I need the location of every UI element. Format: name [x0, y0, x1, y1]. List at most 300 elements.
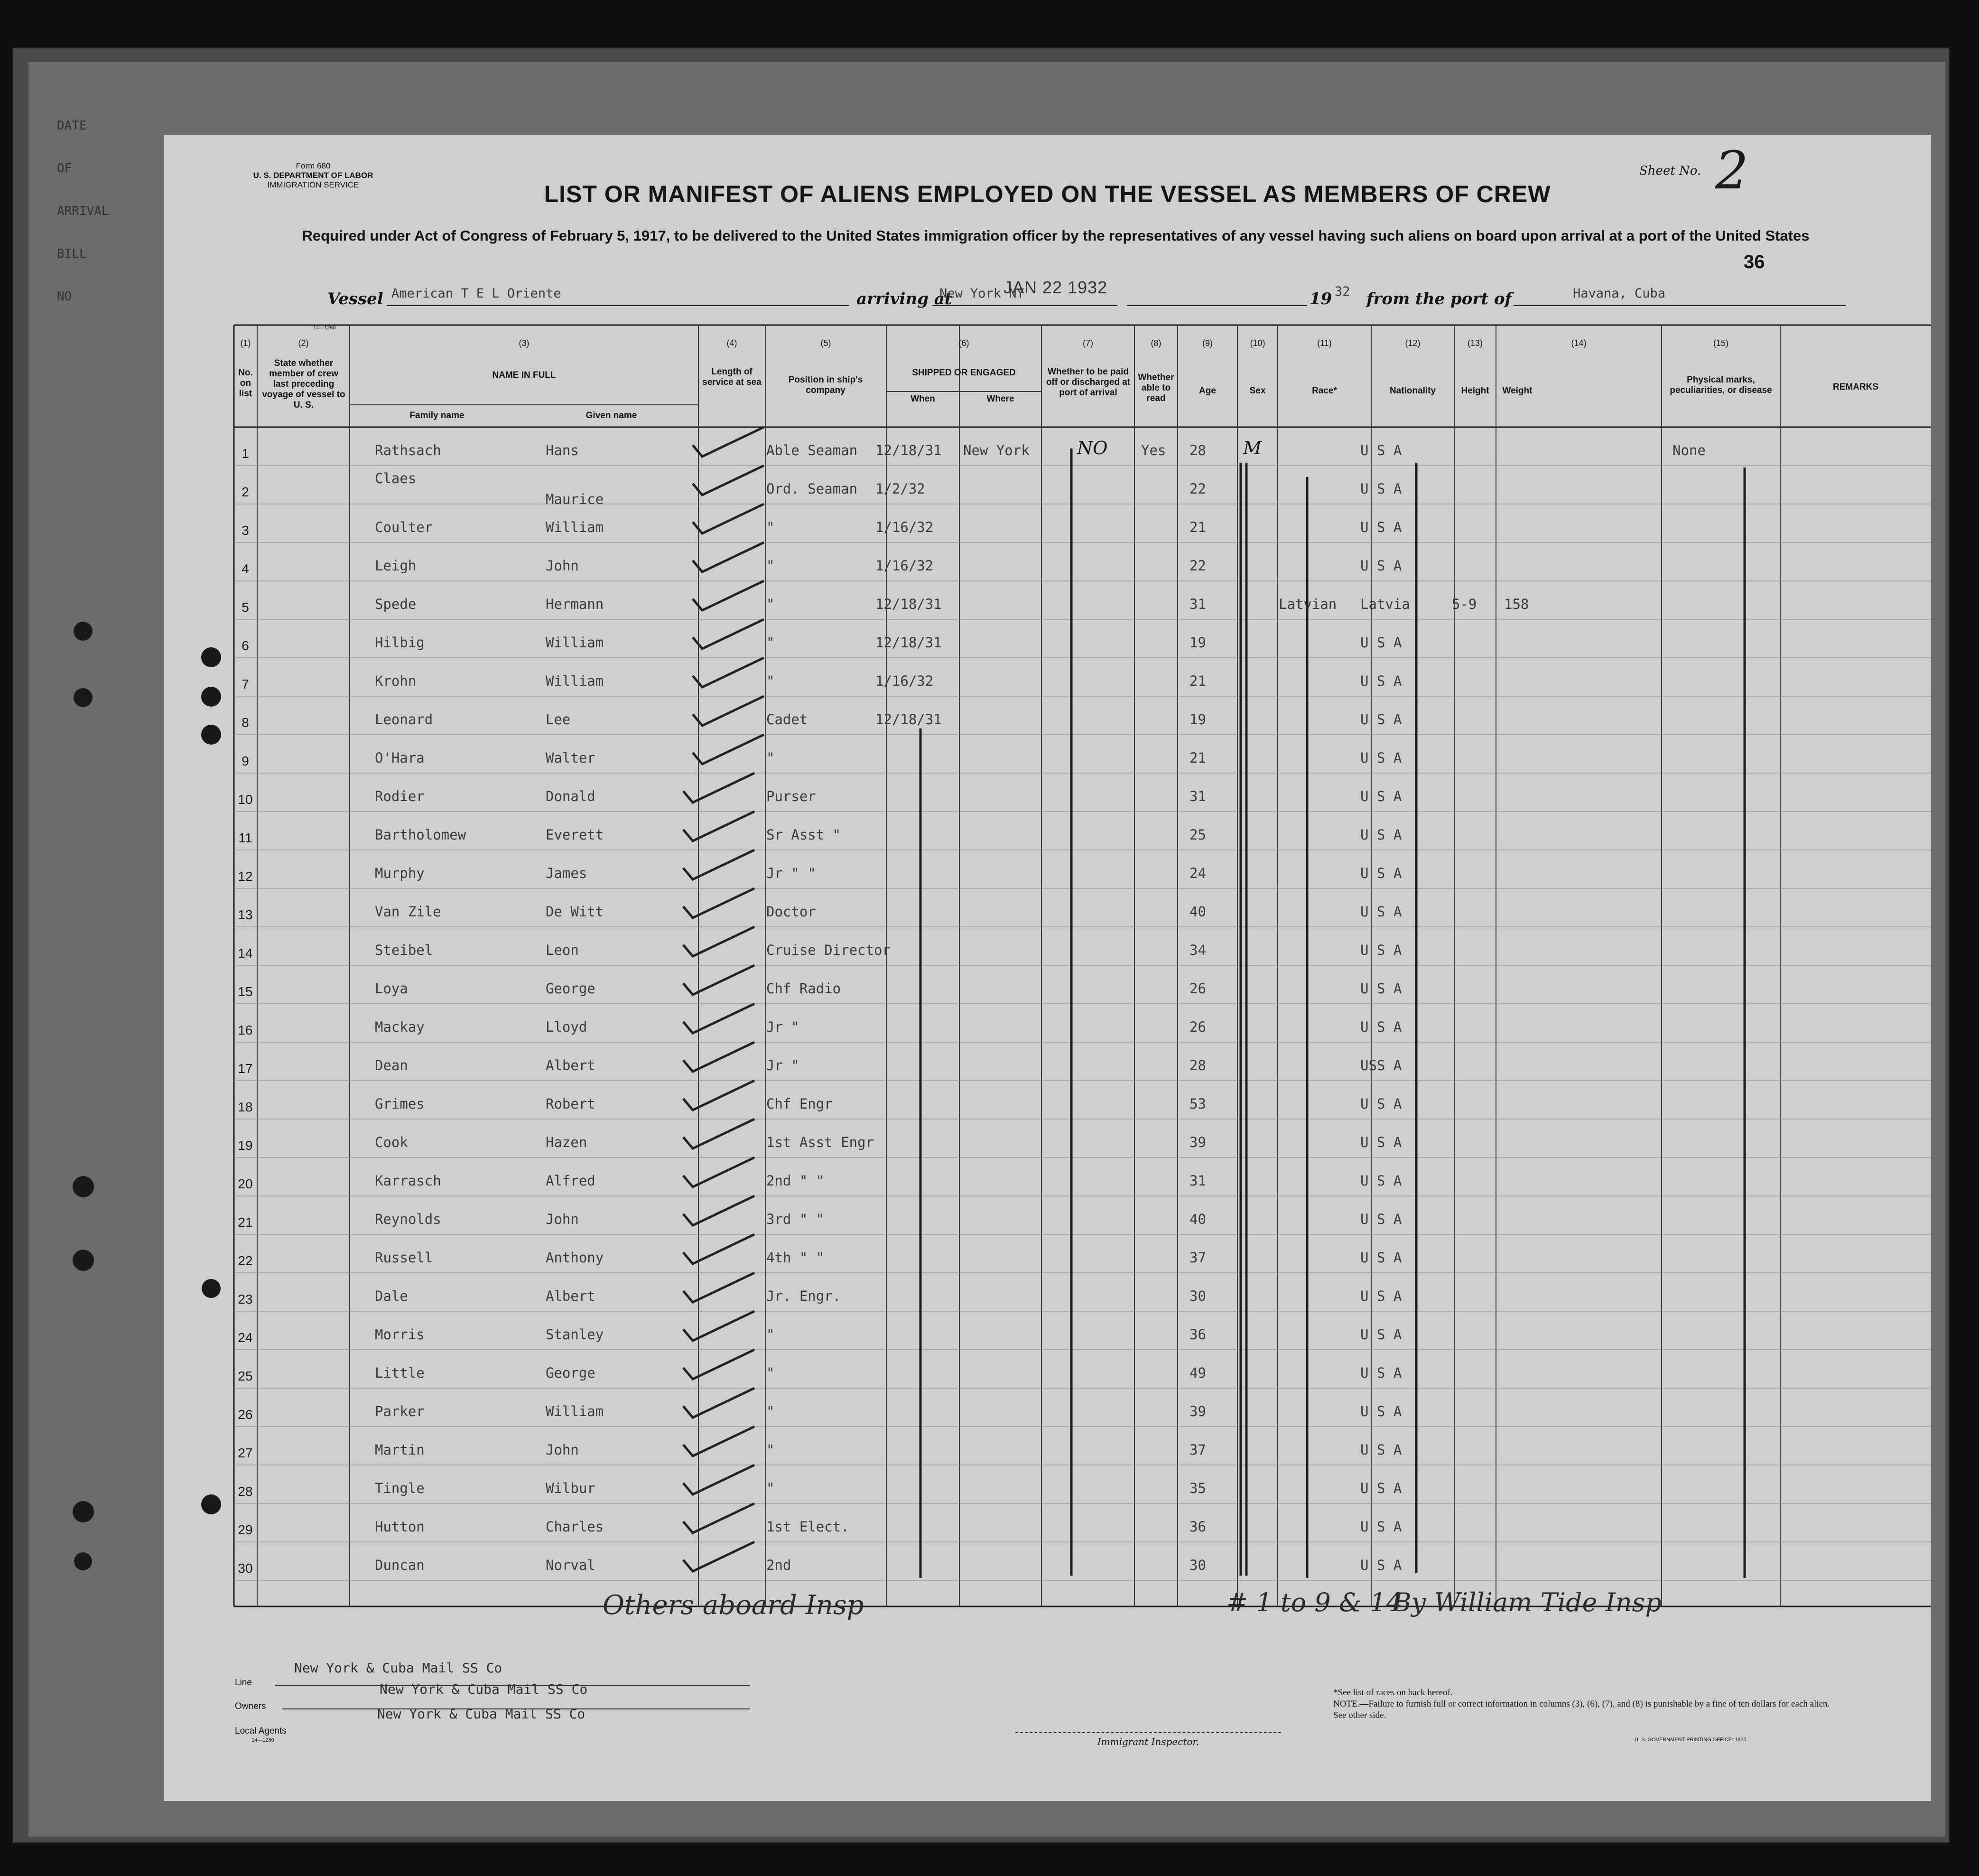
crew-position: Chf Radio — [766, 980, 841, 997]
crew-nationality: U S A — [1360, 1096, 1402, 1112]
service-checkmark — [683, 1427, 754, 1456]
crew-shipped-when: 12/18/31 — [875, 635, 942, 651]
row-number: 23 — [238, 1292, 253, 1307]
crew-family-name: Mackay — [375, 1019, 425, 1035]
crew-nationality: U S A — [1360, 558, 1402, 574]
crew-age: 24 — [1189, 865, 1206, 881]
crew-family-name: Leigh — [375, 558, 417, 574]
crew-position: Jr " — [766, 1057, 799, 1073]
crew-given-name: Donald — [546, 788, 595, 804]
immigrant-inspector-line: Immigrant Inspector. — [1015, 1732, 1281, 1747]
row-number: 9 — [242, 754, 249, 768]
crew-paid-off: NO — [1077, 438, 1108, 458]
binder-hole — [201, 1494, 221, 1514]
agents-label: Local Agents — [235, 1726, 287, 1736]
crew-given-name: John — [546, 558, 579, 574]
header-where: Where — [986, 394, 1014, 404]
crew-age: 21 — [1189, 519, 1206, 535]
service-checkmark — [683, 1119, 754, 1148]
row-number: 26 — [238, 1407, 253, 1422]
crew-family-name: Spede — [375, 596, 417, 612]
crew-given-name: Leon — [546, 942, 579, 958]
binder-hole — [74, 688, 93, 707]
form-number: Form 680 — [296, 161, 331, 170]
crew-position: Cruise Director — [766, 942, 891, 958]
header-race: Race* — [1312, 386, 1337, 396]
crew-family-name: Cook — [375, 1134, 408, 1150]
row-number: 6 — [242, 638, 249, 653]
crew-given-name: Hans — [546, 442, 579, 458]
header-sex: Sex — [1249, 386, 1266, 396]
crew-position: Doctor — [766, 904, 816, 920]
binder-hole — [201, 647, 221, 667]
row-number: 16 — [238, 1023, 253, 1037]
crew-given-name: John — [546, 1442, 579, 1458]
crew-family-name: Morris — [375, 1326, 425, 1343]
crew-family-name: Steibel — [375, 942, 433, 958]
binder-hole — [201, 725, 221, 745]
crew-shipped-when: 12/18/31 — [875, 596, 942, 612]
service-checkmark — [683, 1311, 754, 1341]
crew-age: 36 — [1189, 1326, 1206, 1343]
department-name: U. S. DEPARTMENT OF LABOR — [253, 171, 373, 180]
crew-nationality: U S A — [1360, 1173, 1402, 1189]
crew-age: 30 — [1189, 1288, 1206, 1304]
service-checkmark — [693, 466, 764, 495]
row-number: 30 — [238, 1561, 253, 1576]
crew-sex: M — [1243, 438, 1262, 458]
crew-given-name: Stanley — [546, 1326, 604, 1343]
crew-position: " — [766, 750, 775, 766]
crew-position: Able Seaman — [766, 442, 858, 458]
binder-hole — [202, 1279, 221, 1298]
row-number: 20 — [238, 1176, 253, 1191]
header-whether-paid: Whether to be paid off or discharged at port of arrival — [1046, 367, 1131, 398]
crew-shipped-when: 1/16/32 — [875, 558, 934, 574]
service-checkmark — [693, 735, 764, 764]
crew-nationality: U S A — [1360, 980, 1402, 997]
manifest-title: LIST OR MANIFEST OF ALIENS EMPLOYED ON THE VESSEL AS MEMBERS OF CREW — [544, 181, 1551, 207]
crew-given-name: Everett — [546, 827, 604, 843]
crew-nationality: U S A — [1360, 673, 1402, 689]
crew-position: Jr " — [766, 1019, 799, 1035]
vessel-name-underline — [387, 305, 849, 306]
header-height: Height — [1461, 386, 1489, 396]
crew-nationality: U S A — [1360, 1365, 1402, 1381]
crew-nationality: U S A — [1360, 442, 1402, 458]
service-checkmark — [693, 542, 764, 572]
crew-family-name: Coulter — [375, 519, 433, 535]
crew-family-name: Reynolds — [375, 1211, 441, 1227]
agents-code: 14—1260 — [251, 1737, 274, 1743]
service-checkmark — [683, 888, 754, 918]
row-number: 1 — [242, 446, 249, 461]
arriving-port-underline — [932, 305, 1117, 306]
crew-age: 36 — [1189, 1519, 1206, 1535]
service-checkmark — [683, 1273, 754, 1302]
crew-family-name: Rodier — [375, 788, 425, 804]
crew-given-name: Hermann — [546, 596, 604, 612]
binder-hole — [73, 1250, 94, 1271]
race-footnote: *See list of races on back hereof. — [1333, 1688, 1453, 1698]
crew-height: 5-9 — [1452, 596, 1477, 612]
crew-family-name: Claes — [375, 470, 417, 486]
crew-age: 21 — [1189, 673, 1206, 689]
crew-nationality: U S A — [1360, 942, 1402, 958]
column-number: (11) — [1317, 338, 1332, 348]
crew-position: " — [766, 519, 775, 535]
binder-hole — [74, 1552, 92, 1570]
crew-age: 26 — [1189, 1019, 1206, 1035]
arriving-port: New York NY — [939, 286, 1024, 301]
crew-age: 31 — [1189, 1173, 1206, 1189]
crew-given-name: Hazen — [546, 1134, 587, 1150]
service-checkmark — [683, 1004, 754, 1033]
crew-position: 3rd " " — [766, 1211, 825, 1227]
crew-position: " — [766, 558, 775, 574]
service-checkmark — [683, 1465, 754, 1494]
from-port-underline — [1514, 305, 1846, 306]
crew-age: 40 — [1189, 904, 1206, 920]
crew-position: 1st Elect. — [766, 1519, 849, 1535]
binder-hole — [74, 622, 93, 641]
header-given-name: Given name — [585, 411, 637, 420]
crew-family-name: Grimes — [375, 1096, 425, 1112]
service-checkmark — [683, 1081, 754, 1110]
header-no-on-list: No. on list — [238, 368, 253, 399]
date-underline — [1127, 305, 1307, 306]
service-checkmark — [683, 850, 754, 879]
date-stamp: JAN 22 1932 — [1003, 278, 1108, 297]
back-sheet-line: BILL NO — [57, 247, 87, 304]
header-shipped-engaged: SHIPPED OR ENGAGED — [912, 368, 1016, 378]
crew-family-name: Murphy — [375, 865, 425, 881]
row-number: 21 — [238, 1215, 253, 1230]
from-port: Havana, Cuba — [1573, 286, 1666, 301]
row-number: 2 — [242, 485, 249, 499]
crew-age: 34 — [1189, 942, 1206, 958]
crew-nationality: U S A — [1360, 904, 1402, 920]
service-checkmark — [683, 1388, 754, 1418]
crew-given-name: William — [546, 673, 604, 689]
column-number: (14) — [1571, 338, 1587, 348]
crew-nationality: U S A — [1360, 1326, 1402, 1343]
service-checkmark — [683, 965, 754, 995]
crew-age: 28 — [1189, 1057, 1206, 1073]
column-number: (2) — [298, 338, 309, 348]
inspection-range-note: # 1 to 9 & 14 — [1226, 1587, 1403, 1617]
crew-given-name: Charles — [546, 1519, 604, 1535]
crew-nationality: U S A — [1360, 635, 1402, 651]
column-number: (5) — [820, 338, 831, 348]
crew-age: 31 — [1189, 596, 1206, 612]
form-code: 14—1260 — [313, 325, 336, 331]
service-checkmark — [683, 1157, 754, 1187]
service-checkmark — [683, 1542, 754, 1571]
crew-position: 2nd — [766, 1557, 791, 1573]
crew-age: 22 — [1189, 481, 1206, 497]
row-number: 5 — [242, 600, 249, 615]
row-number: 24 — [238, 1330, 253, 1345]
service-checkmark — [693, 504, 764, 533]
crew-given-name: De Witt — [546, 904, 604, 920]
crew-position: Cadet — [766, 711, 808, 728]
penalty-footnote: NOTE.—Failure to furnish full or correct information in columns (3), (6), (7), and (8) is punishable by a fine of ten dollars for each alien. See other side. — [1333, 1699, 1830, 1720]
crew-nationality: U S A — [1360, 788, 1402, 804]
crew-family-name: Leonard — [375, 711, 433, 728]
crew-nationality: U S A — [1360, 865, 1402, 881]
crew-family-name: Duncan — [375, 1557, 425, 1573]
crew-family-name: Parker — [375, 1403, 425, 1419]
row-number: 15 — [238, 984, 253, 999]
service-name: IMMIGRATION SERVICE — [267, 180, 359, 189]
header-able-to-read: Whether able to read — [1138, 373, 1174, 403]
crew-able-to-read: Yes — [1141, 442, 1166, 458]
crew-family-name: Tingle — [375, 1480, 425, 1496]
crew-age: 19 — [1189, 635, 1206, 651]
owners-value: New York & Cuba Mail SS Co — [380, 1681, 588, 1697]
crew-given-name: Robert — [546, 1096, 595, 1112]
line-label: Line — [235, 1678, 252, 1688]
row-number: 13 — [238, 907, 253, 922]
crew-nationality: U S A — [1360, 519, 1402, 535]
crew-nationality: U S A — [1360, 1288, 1402, 1304]
crew-position: " — [766, 1365, 775, 1381]
column-number: (3) — [519, 338, 530, 348]
crew-nationality: U S A — [1360, 1250, 1402, 1266]
row-number: 4 — [242, 561, 249, 576]
crew-family-name: Bartholomew — [375, 827, 466, 843]
column-number: (12) — [1405, 338, 1421, 348]
line-value: New York & Cuba Mail SS Co — [294, 1660, 502, 1676]
column-number: (10) — [1250, 338, 1265, 348]
row-number: 18 — [238, 1100, 253, 1114]
crew-nationality: U S A — [1360, 1211, 1402, 1227]
row-number: 25 — [238, 1369, 253, 1383]
crew-nationality: U S A — [1360, 1134, 1402, 1150]
column-number: (13) — [1467, 338, 1483, 348]
crew-age: 49 — [1189, 1365, 1206, 1381]
crew-family-name: Dean — [375, 1057, 408, 1073]
column-number: (6) — [958, 338, 969, 348]
header-state-whether: State whether member of crew last preceding voyage of vessel to U. S. — [262, 358, 345, 410]
crew-given-name: Anthony — [546, 1250, 604, 1266]
crew-age: 39 — [1189, 1403, 1206, 1419]
row-number: 19 — [238, 1138, 253, 1153]
crew-given-name: William — [546, 1403, 604, 1419]
sheet-number-value: 2 — [1715, 140, 1748, 201]
crew-shipped-when: 12/18/31 — [875, 442, 942, 458]
header-when: When — [911, 394, 935, 404]
crew-family-name: Russell — [375, 1250, 433, 1266]
header-physical-marks: Physical marks, peculiarities, or disease — [1670, 375, 1772, 395]
header-nationality: Nationality — [1389, 386, 1436, 396]
crew-position: Ord. Seaman — [766, 481, 858, 497]
service-checkmark — [693, 427, 764, 457]
year-prefix: 19 — [1310, 289, 1332, 308]
service-checkmark — [693, 619, 764, 649]
from-port-label: from the port of — [1366, 289, 1512, 308]
crew-given-name: William — [546, 519, 604, 535]
crew-age: 21 — [1189, 750, 1206, 766]
crew-position: " — [766, 1480, 775, 1496]
row-number: 11 — [238, 831, 252, 845]
crew-nationality: U S A — [1360, 481, 1402, 497]
service-checkmark — [693, 696, 764, 726]
crew-position: 1st Asst Engr — [766, 1134, 874, 1150]
crew-given-name: Albert — [546, 1057, 595, 1073]
service-checkmark — [683, 1042, 754, 1072]
crew-age: 37 — [1189, 1442, 1206, 1458]
crew-nationality: U S A — [1360, 711, 1402, 728]
crew-position: 2nd " " — [766, 1173, 825, 1189]
crew-nationality: Latvia — [1360, 596, 1410, 612]
crew-nationality: U S A — [1360, 1480, 1402, 1496]
crew-family-name: O'Hara — [375, 750, 425, 766]
crew-position: " — [766, 1442, 775, 1458]
crew-position: 4th " " — [766, 1250, 825, 1266]
service-checkmark — [683, 1503, 754, 1533]
crew-family-name: Hutton — [375, 1519, 425, 1535]
footnotes — [1333, 1687, 1831, 1721]
owners-label: Owners — [235, 1701, 266, 1711]
manifest-subtitle: Required under Act of Congress of February 5, 1917, to be delivered to the United States immigration officer by the representatives of any vessel having such aliens on board upon arrival at a port of the United States — [302, 227, 1810, 244]
service-checkmark — [693, 658, 764, 687]
service-checkmark — [683, 1350, 754, 1379]
column-number: (15) — [1713, 338, 1728, 348]
others-aboard-note: Others aboard Insp — [603, 1590, 864, 1621]
crew-age: 40 — [1189, 1211, 1206, 1227]
header-name-in-full: NAME IN FULL — [492, 370, 556, 380]
crew-given-name: John — [546, 1211, 579, 1227]
crew-nationality: U S A — [1360, 1519, 1402, 1535]
crew-family-name: Karrasch — [375, 1173, 441, 1189]
back-sheet-strip — [57, 104, 109, 318]
crew-position: Jr " " — [766, 865, 816, 881]
crew-family-name: Dale — [375, 1288, 408, 1304]
crew-family-name: Loya — [375, 980, 408, 997]
crew-age: 39 — [1189, 1134, 1206, 1150]
crew-family-name: Van Zile — [375, 904, 441, 920]
crew-position: " — [766, 673, 775, 689]
crew-given-name: Lloyd — [546, 1019, 587, 1035]
crew-weight: 158 — [1504, 596, 1529, 612]
crew-age: 37 — [1189, 1250, 1206, 1266]
crew-given-name: Maurice — [546, 491, 604, 507]
crew-physical-marks: None — [1672, 442, 1706, 458]
crew-given-name: William — [546, 635, 604, 651]
column-number: (8) — [1151, 338, 1161, 348]
column-number: (7) — [1083, 338, 1093, 348]
crew-position: Purser — [766, 788, 816, 804]
service-checkmark — [683, 812, 754, 841]
crew-position: " — [766, 1403, 775, 1419]
crew-shipped-when: 1/2/32 — [875, 481, 925, 497]
crew-position: Chf Engr — [766, 1096, 833, 1112]
crew-position: " — [766, 635, 775, 651]
crew-nationality: U S A — [1360, 1019, 1402, 1035]
inspector-signature: By William Tide Insp — [1393, 1587, 1662, 1617]
header-family-name: Family name — [409, 411, 465, 420]
crew-age: 25 — [1189, 827, 1206, 843]
crew-nationality: USS A — [1360, 1057, 1402, 1073]
crew-race: Latvian — [1279, 596, 1337, 612]
crew-given-name: James — [546, 865, 587, 881]
crew-given-name: Lee — [546, 711, 571, 728]
service-checkmark — [683, 1234, 754, 1264]
printer-imprint: U. S. GOVERNMENT PRINTING OFFICE: 1930 — [1635, 1737, 1747, 1743]
binder-hole — [73, 1176, 94, 1197]
crew-family-name: Hilbig — [375, 635, 425, 651]
service-checkmark — [683, 927, 754, 956]
crew-position: " — [766, 596, 775, 612]
crew-shipped-where: New York — [963, 442, 1030, 458]
column-number: (1) — [240, 338, 251, 348]
row-number: 29 — [238, 1522, 253, 1537]
crew-position: Jr. Engr. — [766, 1288, 841, 1304]
crew-family-name: Martin — [375, 1442, 425, 1458]
crew-given-name: Albert — [546, 1288, 595, 1304]
stamp-number: 36 — [1744, 252, 1765, 272]
crew-given-name: Norval — [546, 1557, 595, 1573]
arriving-label: arriving at — [856, 289, 952, 308]
row-number: 28 — [238, 1484, 253, 1499]
row-number: 27 — [238, 1446, 253, 1460]
crew-age: 31 — [1189, 788, 1206, 804]
sheet-number-label: Sheet No. — [1639, 164, 1701, 178]
header-remarks: REMARKS — [1832, 382, 1879, 392]
binder-hole — [73, 1501, 94, 1522]
agents-value: New York & Cuba Mail SS Co — [377, 1706, 585, 1722]
row-number: 8 — [242, 715, 249, 730]
crew-age: 19 — [1189, 711, 1206, 728]
crew-shipped-when: 1/16/32 — [875, 673, 934, 689]
header-length-of-service: Length of service at sea — [702, 367, 762, 387]
header-age: Age — [1199, 386, 1216, 396]
crew-given-name: George — [546, 980, 595, 997]
crew-nationality: U S A — [1360, 1442, 1402, 1458]
crew-nationality: U S A — [1360, 750, 1402, 766]
row-number: 17 — [238, 1061, 253, 1076]
crew-shipped-when: 1/16/32 — [875, 519, 934, 535]
crew-age: 35 — [1189, 1480, 1206, 1496]
service-checkmark — [693, 581, 764, 610]
row-number: 3 — [242, 523, 249, 538]
crew-nationality: U S A — [1360, 827, 1402, 843]
row-number: 22 — [238, 1253, 253, 1268]
vessel-label: Vessel — [327, 289, 383, 308]
crew-given-name: George — [546, 1365, 595, 1381]
header-position: Position in ship's company — [788, 375, 863, 395]
column-number: (4) — [726, 338, 737, 348]
crew-age: 30 — [1189, 1557, 1206, 1573]
crew-given-name: Walter — [546, 750, 595, 766]
binder-hole — [201, 687, 221, 707]
back-sheet-line: DATE OF ARRIVAL — [57, 119, 109, 218]
row-number: 10 — [238, 792, 253, 807]
row-number: 7 — [242, 677, 249, 691]
row-number: 14 — [238, 946, 253, 961]
crew-family-name: Rathsach — [375, 442, 441, 458]
crew-family-name: Krohn — [375, 673, 417, 689]
crew-age: 53 — [1189, 1096, 1206, 1112]
crew-given-name: Alfred — [546, 1173, 595, 1189]
service-checkmark — [683, 1196, 754, 1225]
crew-age: 22 — [1189, 558, 1206, 574]
crew-nationality: U S A — [1360, 1557, 1402, 1573]
crew-position: " — [766, 1326, 775, 1343]
crew-age: 28 — [1189, 442, 1206, 458]
